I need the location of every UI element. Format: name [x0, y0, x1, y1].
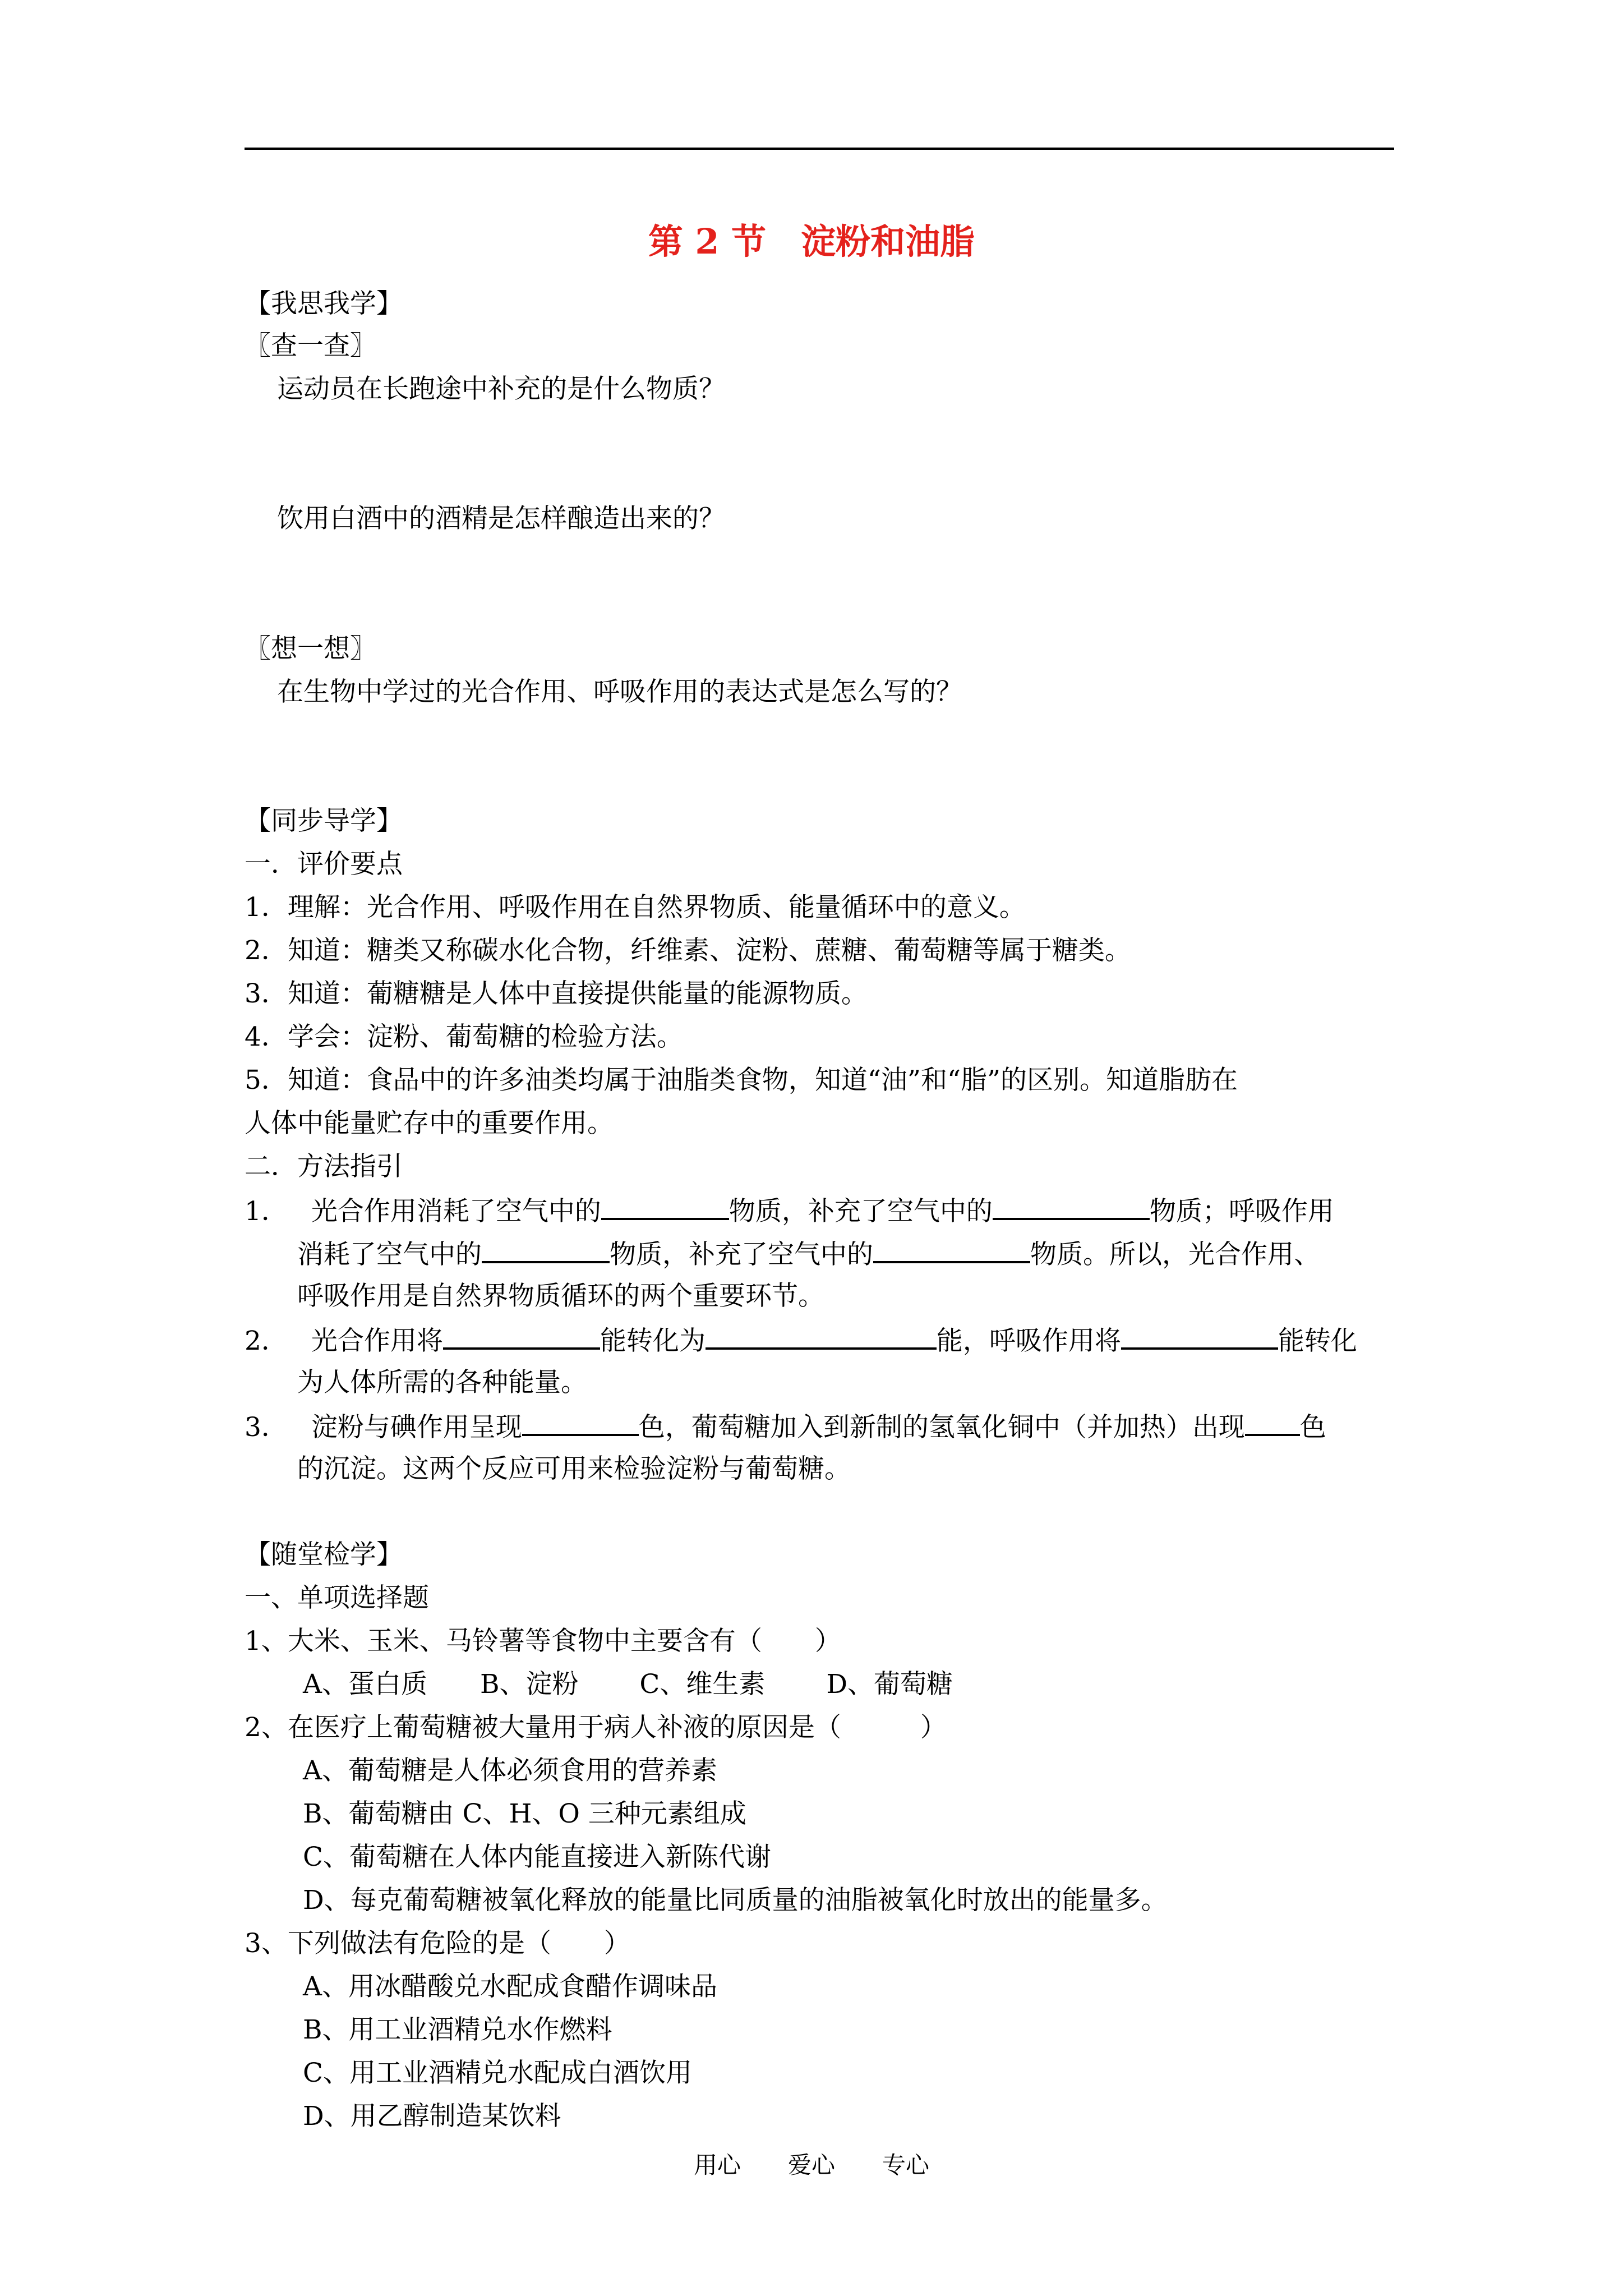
question-3-stem: 3、下列做法有危险的是（ ） [245, 1928, 630, 1959]
fill-blank-8[interactable] [522, 1409, 639, 1436]
fill-blank-7[interactable] [1121, 1323, 1278, 1350]
question-3-option-a: A、用冰醋酸兑水配成食醋作调味品 [303, 1971, 717, 2002]
method-item-1-line-3: 呼吸作用是自然界物质循环的两个重要环节。 [297, 1281, 824, 1312]
page-footer: 用心 爱心 专心 [693, 2151, 929, 2179]
subheading-check: 〖查一查〗 [245, 330, 376, 361]
method-item-2-line-2: 为人体所需的各种能量。 [297, 1367, 587, 1398]
question-2-stem: 2、在医疗上葡萄糖被大量用于病人补液的原因是（ ） [245, 1712, 947, 1743]
evaluation-point-4: 4．学会：淀粉、葡萄糖的检验方法。 [245, 1022, 683, 1052]
method-item-3-line-1: 3． 淀粉与碘作用呈现 色，葡萄糖加入到新制的氢氧化铜中（并加热）出现 色 [245, 1409, 1326, 1444]
method-item-3-line-2: 的沉淀。这两个反应可用来检验淀粉与葡萄糖。 [297, 1453, 851, 1484]
check-question-2: 饮用白酒中的酒精是怎样酿造出来的？ [277, 503, 725, 534]
section-heading-tongbu: 【同步导学】 [245, 806, 403, 836]
section-heading-wosi: 【我思我学】 [245, 288, 403, 319]
evaluation-point-1: 1．理解：光合作用、呼吸作用在自然界物质、能量循环中的意义。 [245, 892, 1026, 923]
header-rule [245, 148, 1394, 150]
question-3-option-d: D、用乙醇制造某饮料 [303, 2101, 561, 2132]
subheading-single-choice: 一、单项选择题 [245, 1582, 429, 1613]
section-heading-suitang: 【随堂检学】 [245, 1539, 403, 1570]
fill-blank-2[interactable] [993, 1193, 1150, 1220]
think-question-1: 在生物中学过的光合作用、呼吸作用的表达式是怎么写的？ [277, 677, 962, 707]
method-2-number: 2． [245, 1326, 288, 1356]
evaluation-point-3: 3．知道：葡糖糖是人体中直接提供能量的能源物质。 [245, 978, 868, 1009]
subheading-evaluation: 一．评价要点 [245, 849, 403, 880]
evaluation-point-2: 2．知道：糖类又称碳水化合物，纤维素、淀粉、蔗糖、葡萄糖等属于糖类。 [245, 935, 1131, 966]
fill-blank-6[interactable] [706, 1323, 937, 1350]
method-item-1-line-1: 1． 光合作用消耗了空气中的 物质，补充了空气中的 物质；呼吸作用 [245, 1193, 1334, 1228]
fill-blank-3[interactable] [482, 1236, 610, 1263]
question-3-option-c: C、用工业酒精兑水配成白酒饮用 [303, 2058, 692, 2088]
page-title: 第 2 节 淀粉和油脂 [648, 221, 975, 262]
check-question-1: 运动员在长跑途中补充的是什么物质？ [277, 374, 725, 404]
fill-blank-9[interactable] [1245, 1409, 1300, 1436]
fill-blank-4[interactable] [873, 1236, 1030, 1263]
question-2-option-c: C、葡萄糖在人体内能直接进入新陈代谢 [303, 1842, 771, 1872]
question-2-option-a: A、葡萄糖是人体必须食用的营养素 [303, 1755, 717, 1786]
evaluation-point-5-cont: 人体中能量贮存中的重要作用。 [245, 1108, 614, 1139]
fill-blank-1[interactable] [601, 1193, 729, 1220]
question-1-options: A、蛋白质 B、淀粉 C、维生素 D、葡萄糖 [303, 1669, 953, 1700]
subheading-method: 二．方法指引 [245, 1151, 403, 1182]
method-item-2-line-1: 2． 光合作用将 能转化为 能，呼吸作用将 能转化 [245, 1323, 1357, 1358]
evaluation-point-5: 5．知道：食品中的许多油类均属于油脂类食物，知道“油”和“脂”的区别。知道脂肪在 [245, 1065, 1238, 1096]
method-1-number: 1． [245, 1196, 288, 1227]
question-2-option-b: B、葡萄糖由 C、H、O 三种元素组成 [303, 1798, 746, 1829]
question-1-stem: 1、大米、玉米、马铃薯等食物中主要含有（ ） [245, 1626, 841, 1657]
method-item-1-line-2: 消耗了空气中的 物质，补充了空气中的 物质。所以，光合作用、 [297, 1236, 1320, 1272]
question-2-option-d: D、每克葡萄糖被氧化释放的能量比同质量的油脂被氧化时放出的能量多。 [303, 1885, 1168, 1916]
subheading-think: 〖想一想〗 [245, 633, 376, 664]
fill-blank-5[interactable] [443, 1323, 600, 1350]
question-3-option-b: B、用工业酒精兑水作燃料 [303, 2014, 612, 2045]
method-3-number: 3． [245, 1412, 288, 1443]
